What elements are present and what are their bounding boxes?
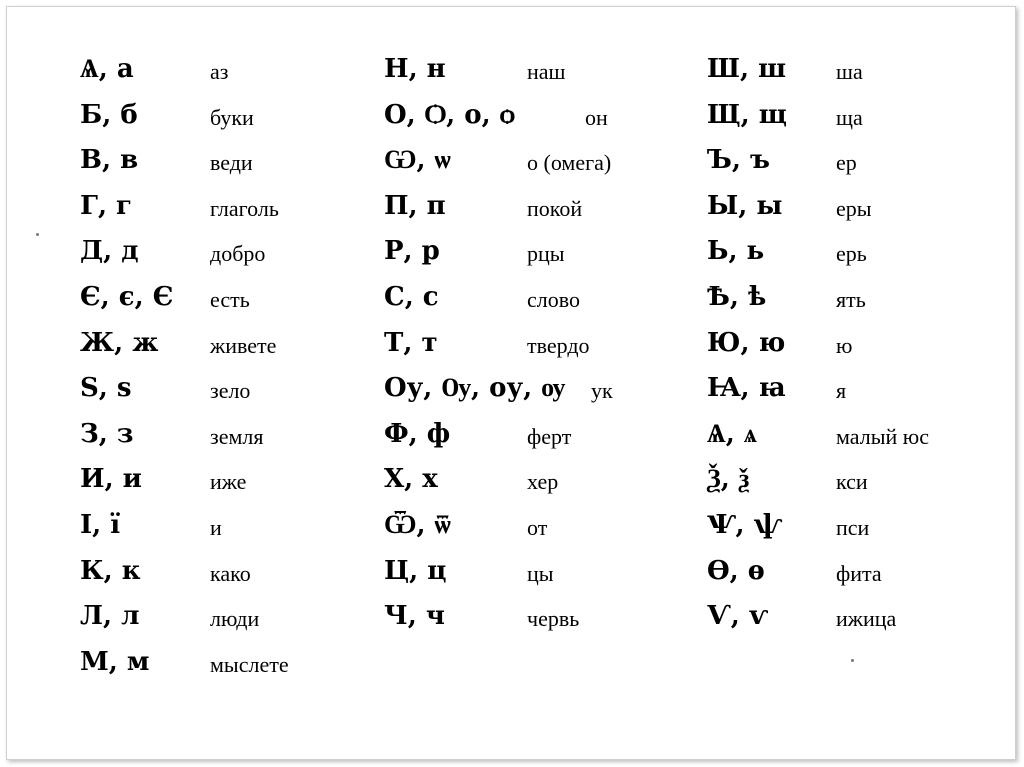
letter-name: ер xyxy=(836,150,857,176)
letter-name: еры xyxy=(836,195,872,221)
letter-glyphs: Ш, ш xyxy=(707,54,787,84)
letter-glyphs: М, м xyxy=(80,646,150,677)
letter-name: добро xyxy=(210,241,266,267)
letter-name: буки xyxy=(210,104,254,130)
letter-glyphs: П, п xyxy=(384,190,446,221)
letter-glyphs: Ю, ю xyxy=(707,327,786,358)
letter-glyphs: Ѿ, ѿ xyxy=(384,510,451,540)
letter-glyphs: С, с xyxy=(384,282,439,312)
letter-name: фита xyxy=(836,560,882,586)
letter-glyphs: Ы, ы xyxy=(707,190,783,221)
letter-glyphs: Ѣ, ѣ xyxy=(707,282,767,312)
letter-name: кси xyxy=(836,469,868,495)
letter-name: ук xyxy=(591,378,613,404)
letter-name: рцы xyxy=(527,241,565,267)
letter-glyphs: Ч, ч xyxy=(384,601,445,632)
letter-glyphs: Н, н xyxy=(384,54,446,84)
letter-name: глаголь xyxy=(210,195,279,221)
letter-name: ерь xyxy=(836,241,867,267)
letter-name: веди xyxy=(210,150,253,176)
letter-glyphs: Ь, ь xyxy=(707,236,765,267)
letter-glyphs: Ѵ, ѵ xyxy=(707,601,769,632)
letter-name: ща xyxy=(836,104,863,130)
letter-name: о (омега) xyxy=(527,150,612,176)
letter-name: иже xyxy=(210,469,247,495)
letter-name: земля xyxy=(210,423,264,449)
letter-glyphs: З, з xyxy=(80,418,134,449)
letter-glyphs: Ѧ, ѧ xyxy=(707,418,757,449)
letter-name: аз xyxy=(210,59,229,84)
letter-name: ферт xyxy=(527,423,572,449)
letter-glyphs: Ѯ, ѯ xyxy=(707,464,750,495)
letter-glyphs: Ж, ж xyxy=(80,327,159,358)
letter-name: зело xyxy=(210,378,251,404)
letter-name: ижица xyxy=(836,606,897,632)
letter-glyphs: Т, т xyxy=(384,327,438,358)
letter-name: он xyxy=(585,104,608,130)
letter-name: слово xyxy=(527,287,580,312)
letter-name: пси xyxy=(836,515,870,540)
letter-name: от xyxy=(527,515,548,540)
letter-glyphs: Ꙗ, ꙗ xyxy=(707,373,786,404)
letter-glyphs: Ѕ, ѕ xyxy=(80,373,132,404)
letter-name: есть xyxy=(210,287,250,312)
letter-glyphs: К, к xyxy=(80,555,141,586)
letter-name: цы xyxy=(527,560,554,586)
letter-glyphs: Ц, ц xyxy=(384,555,447,586)
letter-glyphs: Р, р xyxy=(384,236,440,267)
letter-glyphs: Ѳ, ѳ xyxy=(707,555,765,586)
letter-glyphs: Г, г xyxy=(80,190,132,221)
letter-glyphs: О, Ѻ, о, ѻ xyxy=(384,99,515,130)
letter-name: мыслете xyxy=(210,651,289,677)
letter-glyphs: Ѱ, ѱ xyxy=(707,510,783,540)
letter-name: покой xyxy=(527,195,583,221)
letter-glyphs: Ѧ, а xyxy=(80,54,134,84)
letter-name: ять xyxy=(836,287,866,312)
letter-glyphs: Ъ, ъ xyxy=(707,145,770,176)
letter-glyphs: И, и xyxy=(80,464,142,495)
letter-name: люди xyxy=(210,606,260,632)
letter-name: живете xyxy=(210,332,277,358)
letter-name: малый юс xyxy=(836,423,929,449)
letter-name: твердо xyxy=(527,332,590,358)
letter-glyphs: Х, х xyxy=(384,464,438,495)
letter-name: наш xyxy=(527,59,566,84)
letter-glyphs: Д, д xyxy=(80,236,139,267)
letter-name: ша xyxy=(836,59,863,84)
letter-glyphs: Щ, щ xyxy=(707,99,787,130)
letter-glyphs: Б, б xyxy=(80,99,138,130)
scan-speck xyxy=(851,659,854,662)
letter-name: я xyxy=(836,378,847,404)
letter-glyphs: Л, л xyxy=(80,601,140,632)
letter-glyphs: Ф, ф xyxy=(384,418,451,449)
letter-name: и xyxy=(210,515,222,540)
letter-glyphs: Ѡ, ѡ xyxy=(384,145,451,176)
letter-name: како xyxy=(210,560,251,586)
letter-name: червь xyxy=(527,606,580,632)
letter-name: хер xyxy=(527,469,559,495)
letter-name: ю xyxy=(836,332,853,358)
letter-glyphs: Оу, Ѹ, оу, ѹ xyxy=(384,373,566,404)
letter-glyphs: В, в xyxy=(80,145,139,176)
letter-glyphs: Є, є, Є xyxy=(80,282,174,312)
letter-glyphs: І, ї xyxy=(80,510,121,540)
scan-speck xyxy=(36,233,39,236)
